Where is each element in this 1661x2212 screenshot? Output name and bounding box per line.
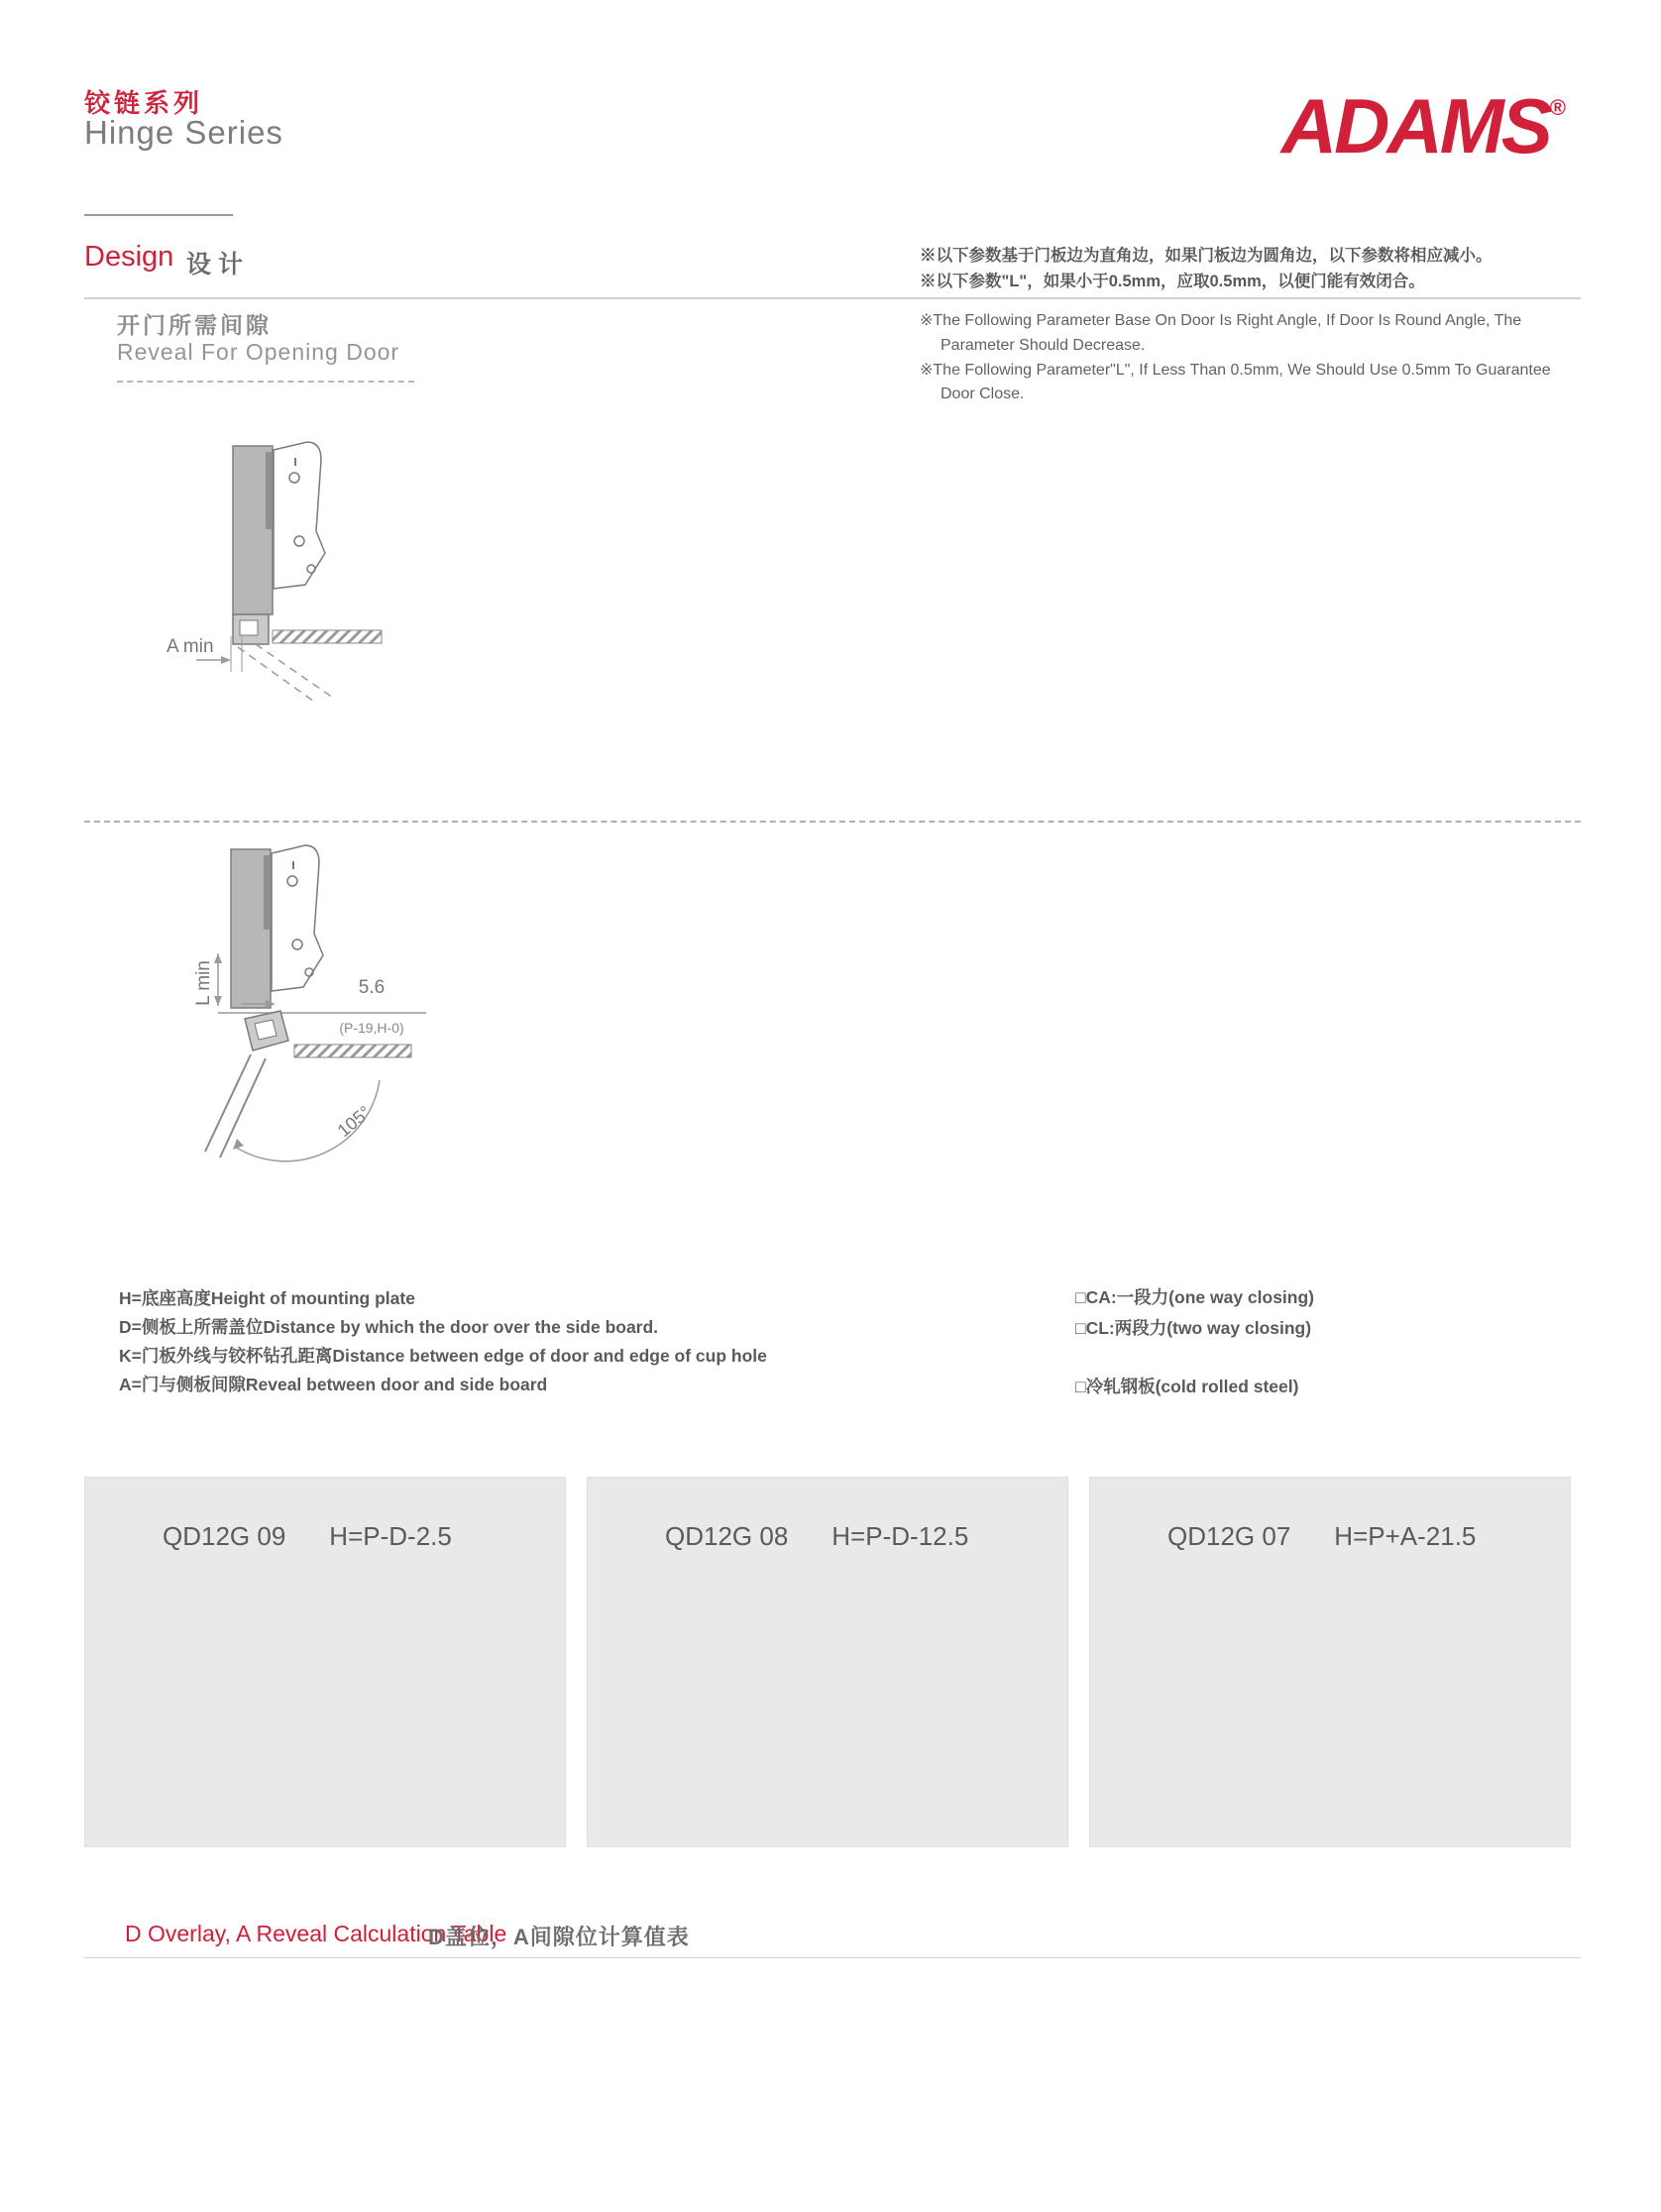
formula: H=P+A-21.5: [1334, 1521, 1477, 1551]
notes-zh: [920, 243, 1586, 295]
angle-label: 105°: [333, 1101, 376, 1142]
note-en-line: ※The Following Parameter Base On Door Is Right Angle, If Door Is Round Angle, The Parameter Should Decrease.: [920, 312, 1522, 354]
design-title-en: Design: [84, 241, 174, 273]
panel-qd12g-08: [587, 1477, 1068, 1847]
legend-line: H=底座高度Height of mounting plate: [119, 1288, 415, 1308]
option-cl: □CL:两段力(two way closing): [1075, 1318, 1312, 1338]
legend-line: K=门板外线与铰杯钻孔距离Distance between edge of door and edge of cup hole: [119, 1346, 767, 1366]
open-door-line: [205, 1054, 251, 1152]
legend-line: D=侧板上所需盖位Distance by which the door over the side board.: [119, 1317, 659, 1337]
brand-logo: [1150, 82, 1566, 169]
series-title-en: Hinge Series: [84, 114, 283, 151]
series-title-zh: 铰链系列: [84, 88, 204, 118]
dim-label-5-6: 5.6: [358, 977, 386, 998]
hinge-arm: [274, 442, 325, 589]
note-zh-line: ※以下参数"L"，如果小于0.5mm，应取0.5mm，以便门能有效闭合。: [920, 273, 1425, 291]
option-ca: □CA:一段力(one way closing): [1075, 1287, 1315, 1307]
legend-block: [119, 1284, 767, 1399]
model-number: QD12G 08: [665, 1521, 789, 1551]
model-number: QD12G 07: [1167, 1521, 1291, 1551]
design-title-zh: 设计: [186, 251, 251, 278]
calc-title-zh: D盖位，A间隙位计算值表: [428, 1925, 690, 1949]
options-block: [1075, 1284, 1314, 1404]
notes-en: [920, 309, 1569, 407]
note-zh-line: ※以下参数基于门板边为直角边，如果门板边为圆角边，以下参数将相应减小。: [920, 247, 1493, 265]
dim-label-p19h0: (P-19,H-0): [339, 1020, 404, 1036]
section-divider-line: [84, 297, 1581, 299]
calc-title-en: D Overlay, A Reveal Calculation Table: [125, 1921, 507, 1946]
hinge-diagram-l-min: [124, 834, 426, 1176]
cabinet-panel: [273, 630, 382, 643]
subsection-dashed-line: [117, 381, 414, 383]
header-divider: [84, 214, 233, 216]
dim-label-l-min: L min: [193, 960, 214, 1006]
panel-title: [1167, 1521, 1476, 1552]
panel-title: [665, 1521, 968, 1552]
dim-label-a-min: A min: [166, 636, 214, 657]
mid-dashed-divider: [84, 821, 1581, 823]
note-en-line: ※The Following Parameter"L", If Less Than 0.5mm, We Should Use 0.5mm To Guarantee Door Close.: [920, 361, 1551, 403]
registered-mark: ®: [1549, 95, 1566, 120]
cabinet-panel: [294, 1045, 411, 1057]
hinge-diagram-a-min: [139, 424, 387, 717]
calc-title-underline: [84, 1957, 1581, 1958]
formula: H=P-D-2.5: [329, 1521, 452, 1551]
panel-qd12g-09: [84, 1477, 566, 1847]
subsection-title-zh: 开门所需间隙: [117, 312, 272, 338]
hinge-arm: [272, 845, 323, 991]
option-steel: □冷轧钢板(cold rolled steel): [1075, 1377, 1299, 1396]
formula: H=P-D-12.5: [831, 1521, 969, 1551]
panel-title: [163, 1521, 452, 1552]
mounting-plate: [264, 855, 271, 930]
legend-line: A=门与侧板间隙Reveal between door and side board: [119, 1375, 548, 1394]
subsection-title-en: Reveal For Opening Door: [117, 339, 400, 365]
panel-qd12g-07: [1089, 1477, 1571, 1847]
mounting-plate: [266, 452, 273, 529]
brand-text: ADAMS: [1280, 82, 1550, 169]
model-number: QD12G 09: [163, 1521, 286, 1551]
